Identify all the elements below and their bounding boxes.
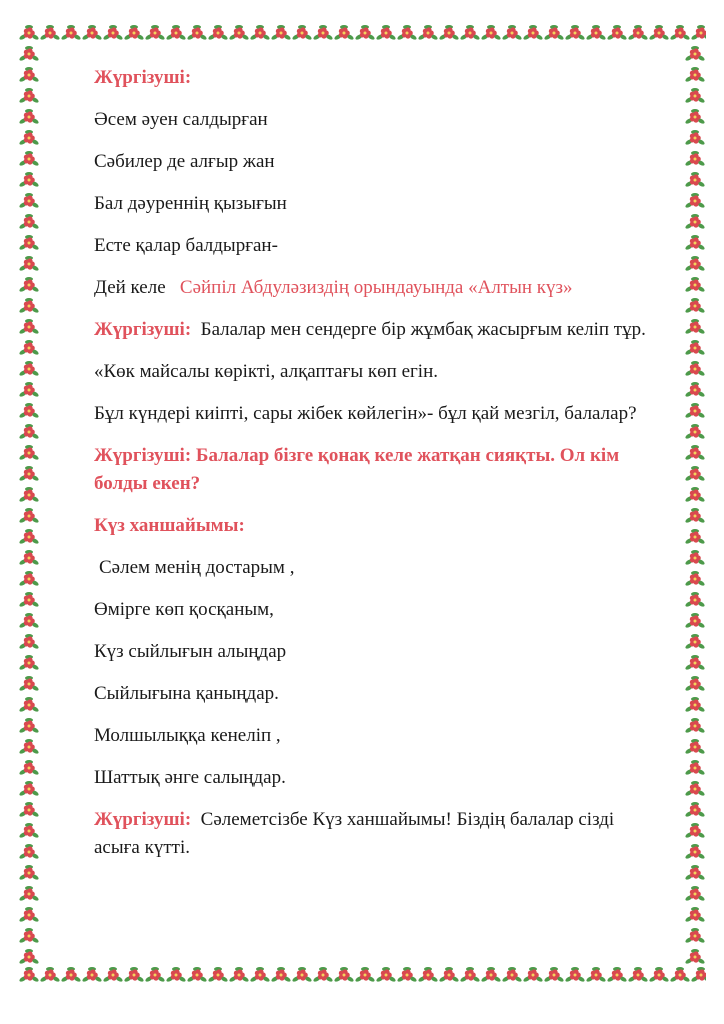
flower-ornament-icon — [418, 25, 439, 41]
flower-ornament-icon — [250, 967, 271, 983]
flower-ornament-icon — [19, 235, 40, 251]
flower-ornament-icon — [19, 319, 40, 335]
dialogue-line — [94, 806, 660, 862]
dialogue-text: Балалар мен сендерге бір жұмбақ жасырғым келіп тұр. — [200, 319, 646, 340]
flower-ornament-icon — [19, 382, 40, 398]
flower-ornament-icon — [685, 403, 706, 419]
flower-ornament-icon — [523, 25, 544, 41]
flower-ornament-icon — [502, 967, 523, 983]
flower-ornament-icon — [19, 844, 40, 860]
speaker-heading: Күз ханшайымы: — [94, 515, 245, 536]
speaker-heading: Жүргізуші: — [94, 67, 192, 88]
flower-ornament-icon — [685, 88, 706, 104]
flower-ornament-icon — [397, 25, 418, 41]
flower-ornament-icon — [19, 655, 40, 671]
flower-ornament-icon — [334, 25, 355, 41]
flower-ornament-icon — [418, 967, 439, 983]
flower-ornament-icon — [685, 718, 706, 734]
flower-ornament-icon — [685, 928, 706, 944]
flower-ornament-icon — [685, 67, 706, 83]
flower-ornament-icon — [19, 592, 40, 608]
floral-border-bottom — [18, 964, 706, 986]
flower-ornament-icon — [355, 967, 376, 983]
flower-ornament-icon — [19, 109, 40, 125]
flower-ornament-icon — [19, 256, 40, 272]
flower-ornament-icon — [124, 25, 145, 41]
flower-ornament-icon — [685, 781, 706, 797]
flower-ornament-icon — [481, 967, 502, 983]
flower-ornament-icon — [103, 25, 124, 41]
flower-ornament-icon — [19, 781, 40, 797]
verse-line: Молшылыққа кенеліп , — [94, 725, 281, 746]
flower-ornament-icon — [19, 214, 40, 230]
verse-line: Сәлем менің достарым , — [99, 557, 295, 578]
flower-ornament-icon — [19, 424, 40, 440]
flower-ornament-icon — [124, 967, 145, 983]
verse-line: Сәбилер де алғыр жан — [94, 151, 275, 172]
dialogue-line — [94, 316, 660, 344]
flower-ornament-icon — [685, 844, 706, 860]
flower-ornament-icon — [145, 25, 166, 41]
flower-ornament-icon — [19, 487, 40, 503]
flower-ornament-icon — [376, 25, 397, 41]
flower-ornament-icon — [685, 214, 706, 230]
flower-ornament-icon — [376, 967, 397, 983]
flower-ornament-icon — [685, 466, 706, 482]
flower-ornament-icon — [685, 907, 706, 923]
flower-ornament-icon — [685, 445, 706, 461]
flower-ornament-icon — [685, 151, 706, 167]
flower-ornament-icon — [685, 382, 706, 398]
flower-ornament-icon — [19, 172, 40, 188]
flower-ornament-icon — [19, 739, 40, 755]
flower-ornament-icon — [685, 697, 706, 713]
flower-ornament-icon — [544, 967, 565, 983]
flower-ornament-icon — [19, 718, 40, 734]
verse-line: Сыйлығына қаныңдар. — [94, 683, 279, 704]
flower-ornament-icon — [685, 676, 706, 692]
flower-ornament-icon — [502, 25, 523, 41]
flower-ornament-icon — [685, 277, 706, 293]
flower-ornament-icon — [685, 592, 706, 608]
flower-ornament-icon — [685, 193, 706, 209]
flower-ornament-icon — [685, 823, 706, 839]
dialogue-line-highlight: Жүргізуші: Балалар бізге қонақ келе жатқан сияқты. Ол кім болды екен? — [94, 445, 620, 494]
flower-ornament-icon — [460, 967, 481, 983]
flower-ornament-icon — [19, 298, 40, 314]
flower-ornament-icon — [82, 25, 103, 41]
flower-ornament-icon — [19, 949, 40, 965]
flower-ornament-icon — [649, 967, 670, 983]
flower-ornament-icon — [271, 967, 292, 983]
flower-ornament-icon — [586, 967, 607, 983]
flower-ornament-icon — [187, 25, 208, 41]
flower-ornament-icon — [40, 25, 61, 41]
dialogue-text: Сәлеметсізбе Күз ханшайымы! Біздің балалар сізді асыға күтті. — [94, 809, 615, 858]
flower-ornament-icon — [19, 67, 40, 83]
flower-ornament-icon — [19, 634, 40, 650]
flower-ornament-icon — [523, 967, 544, 983]
flower-ornament-icon — [685, 886, 706, 902]
flower-ornament-icon — [313, 967, 334, 983]
flower-ornament-icon — [61, 967, 82, 983]
flower-ornament-icon — [685, 571, 706, 587]
flower-ornament-icon — [229, 25, 250, 41]
riddle-line: «Көк майсалы көрікті, алқаптағы көп егін. — [94, 361, 438, 382]
flower-ornament-icon — [355, 25, 376, 41]
flower-ornament-icon — [685, 949, 706, 965]
flower-ornament-icon — [481, 25, 502, 41]
flower-ornament-icon — [19, 508, 40, 524]
flower-ornament-icon — [208, 25, 229, 41]
flower-ornament-icon — [19, 340, 40, 356]
flower-ornament-icon — [292, 967, 313, 983]
flower-ornament-icon — [292, 25, 313, 41]
flower-ornament-icon — [685, 256, 706, 272]
flower-ornament-icon — [439, 25, 460, 41]
flower-ornament-icon — [685, 613, 706, 629]
flower-ornament-icon — [19, 403, 40, 419]
flower-ornament-icon — [19, 277, 40, 293]
flower-ornament-icon — [40, 967, 61, 983]
verse-line: Әсем әуен салдырған — [94, 109, 268, 130]
script-text — [94, 64, 660, 876]
flower-ornament-icon — [685, 319, 706, 335]
flower-ornament-icon — [61, 25, 82, 41]
flower-ornament-icon — [685, 298, 706, 314]
flower-ornament-icon — [19, 697, 40, 713]
flower-ornament-icon — [19, 46, 40, 62]
song-title: Сәйпіл Абдуләзиздің орындауында «Алтын күз» — [179, 277, 573, 298]
flower-ornament-icon — [334, 967, 355, 983]
flower-ornament-icon — [685, 760, 706, 776]
flower-ornament-icon — [166, 967, 187, 983]
flower-ornament-icon — [685, 46, 706, 62]
flower-ornament-icon — [19, 151, 40, 167]
flower-ornament-icon — [685, 634, 706, 650]
flower-ornament-icon — [685, 172, 706, 188]
flower-ornament-icon — [19, 193, 40, 209]
verse-line: Шаттық әнге салыңдар. — [94, 767, 286, 788]
flower-ornament-icon — [460, 25, 481, 41]
flower-ornament-icon — [649, 25, 670, 41]
verse-line: Бал дәуреннің қызығын — [94, 193, 287, 214]
flower-ornament-icon — [685, 487, 706, 503]
flower-ornament-icon — [19, 130, 40, 146]
flower-ornament-icon — [250, 25, 271, 41]
flower-ornament-icon — [685, 424, 706, 440]
speaker-label: Жүргізуші: — [94, 809, 192, 830]
flower-ornament-icon — [685, 739, 706, 755]
flower-ornament-icon — [82, 967, 103, 983]
flower-ornament-icon — [103, 967, 124, 983]
flower-ornament-icon — [19, 802, 40, 818]
flower-ornament-icon — [313, 25, 334, 41]
flower-ornament-icon — [397, 967, 418, 983]
song-announcement — [94, 274, 660, 302]
flower-ornament-icon — [19, 907, 40, 923]
flower-ornament-icon — [586, 25, 607, 41]
flower-ornament-icon — [544, 25, 565, 41]
flower-ornament-icon — [19, 886, 40, 902]
flower-ornament-icon — [607, 25, 628, 41]
flower-ornament-icon — [19, 361, 40, 377]
flower-ornament-icon — [19, 613, 40, 629]
flower-ornament-icon — [19, 676, 40, 692]
floral-border-right — [684, 22, 706, 986]
flower-ornament-icon — [19, 928, 40, 944]
flower-ornament-icon — [229, 967, 250, 983]
flower-ornament-icon — [685, 340, 706, 356]
flower-ornament-icon — [19, 760, 40, 776]
flower-ornament-icon — [685, 508, 706, 524]
verse-line: Өмірге көп қосқаным, — [94, 599, 274, 620]
flower-ornament-icon — [19, 550, 40, 566]
flower-ornament-icon — [19, 445, 40, 461]
flower-ornament-icon — [685, 361, 706, 377]
riddle-line: Бұл күндері киіпті, сары жібек көйлегін»- бұл қай мезгіл, балалар? — [94, 403, 637, 424]
flower-ornament-icon — [685, 655, 706, 671]
flower-ornament-icon — [19, 823, 40, 839]
flower-ornament-icon — [19, 571, 40, 587]
flower-ornament-icon — [19, 865, 40, 881]
flower-ornament-icon — [685, 235, 706, 251]
flower-ornament-icon — [19, 466, 40, 482]
flower-ornament-icon — [685, 865, 706, 881]
flower-ornament-icon — [565, 967, 586, 983]
flower-ornament-icon — [628, 967, 649, 983]
flower-ornament-icon — [685, 550, 706, 566]
flower-ornament-icon — [685, 109, 706, 125]
flower-ornament-icon — [19, 88, 40, 104]
flower-ornament-icon — [685, 802, 706, 818]
verse-line: Есте қалар балдырған- — [94, 235, 278, 256]
flower-ornament-icon — [166, 25, 187, 41]
flower-ornament-icon — [187, 967, 208, 983]
flower-ornament-icon — [208, 967, 229, 983]
verse-line: Күз сыйлығын алыңдар — [94, 641, 287, 662]
flower-ornament-icon — [607, 967, 628, 983]
floral-border-top — [18, 22, 706, 44]
flower-ornament-icon — [685, 529, 706, 545]
floral-border-left — [18, 22, 40, 986]
flower-ornament-icon — [685, 130, 706, 146]
flower-ornament-icon — [628, 25, 649, 41]
flower-ornament-icon — [19, 529, 40, 545]
speaker-label: Жүргізуші: — [94, 319, 192, 340]
announcement-intro: Дей келе — [94, 277, 166, 298]
flower-ornament-icon — [439, 967, 460, 983]
flower-ornament-icon — [565, 25, 586, 41]
flower-ornament-icon — [271, 25, 292, 41]
flower-ornament-icon — [145, 967, 166, 983]
